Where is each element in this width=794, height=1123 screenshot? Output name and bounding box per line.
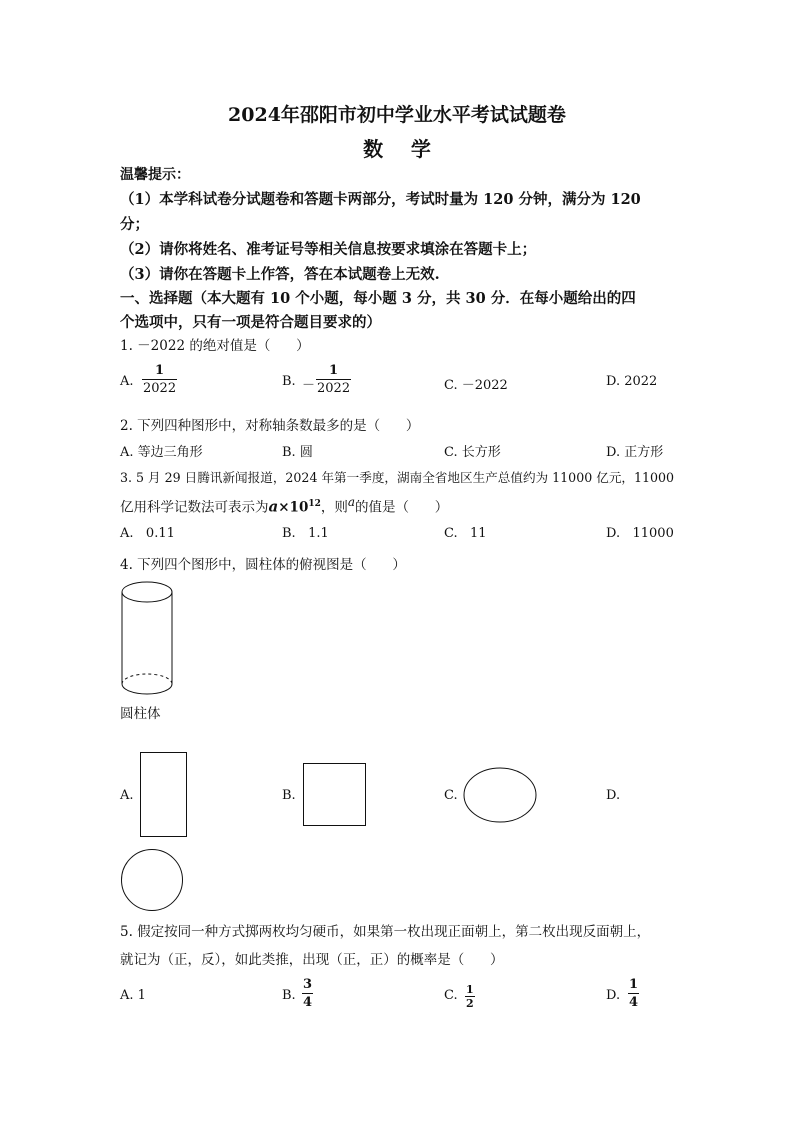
q5-option-b-label: B. (282, 988, 296, 1003)
exam-title: 2024年邵阳市初中学业水平考试试题卷 (228, 104, 566, 126)
q5-option-b-numerator: 3 (303, 977, 313, 992)
q1-option-a-denominator: 2022 (143, 381, 177, 396)
q4-option-c-ellipse (463, 767, 537, 823)
q1-option-b-numerator: 1 (329, 363, 339, 378)
q3-variable-a: a (347, 495, 356, 509)
q2-option-b: B. 圆 (282, 445, 313, 460)
q3-line-2-text-b: ，则 (320, 499, 348, 516)
tip-line-2: （2）请你将姓名、准考证号等相关信息按要求填涂在答题卡上； (120, 241, 537, 258)
q1-option-b-fraction (316, 362, 351, 397)
q5-option-c-denominator: 2 (466, 997, 474, 1010)
q5-option-d-denominator: 4 (629, 995, 639, 1010)
q5-option-d-fraction (628, 976, 639, 1011)
q5-option-d-label: D. (606, 988, 621, 1003)
subject-title: 数 学 (363, 137, 431, 161)
q5-option-c-fraction (465, 983, 475, 1010)
q4-option-c-label: C. (444, 788, 458, 803)
q3-line-2-text-c: 的值是（ ） (355, 499, 449, 516)
q5-option-a: A. 1 (120, 988, 146, 1003)
q1-option-a-fraction (142, 362, 177, 397)
section-heading-line-2: 个选项中，只有一项是符合题目要求的） (120, 314, 381, 331)
q4-option-d-circle (120, 848, 184, 912)
q4-option-d-label: D. (606, 788, 621, 803)
q5-option-c-label: C. (444, 988, 458, 1003)
cylinder-caption: 圆柱体 (120, 706, 161, 722)
q4-option-b-label: B. (282, 788, 296, 803)
q5-line-2: 就记为（正，反），如此类推，出现（正，正）的概率是（ ） (120, 952, 504, 968)
q4-stem: 4. 下列四个图形中，圆柱体的俯视图是（ ） (120, 557, 406, 573)
q3-line-2-text-a: 亿用科学记数法可表示为 (120, 499, 269, 516)
cylinder-figure (118, 580, 178, 700)
tip-line-3: （3）请你在答题卡上作答，答在本试题卷上无效. (120, 266, 440, 283)
q4-option-a-rectangle (140, 752, 188, 838)
q3-formula-a: a (268, 497, 279, 516)
q3-option-d: D. 11000 (606, 526, 674, 541)
q3-line-1: 3. 5 月 29 日腾讯新闻报道，2024 年第一季度，湖南全省地区生产总值约为 11000 亿元，11000 (120, 470, 675, 485)
q4-option-a-label: A. (120, 788, 134, 803)
q3-option-b: B. 1.1 (282, 526, 329, 541)
q3-option-c: C. 11 (444, 526, 487, 541)
q5-option-d-numerator: 1 (629, 977, 639, 992)
q3-formula-mid: ×10 (278, 499, 309, 516)
q5-option-c-numerator: 1 (466, 983, 474, 996)
q1-option-d: D. 2022 (606, 374, 658, 389)
q5-line-1: 5. 假定按同一种方式掷两枚均匀硬币，如果第一枚出现正面朝上，第二枚出现反面朝上， (120, 924, 651, 940)
q1-option-b-denominator: 2022 (317, 381, 351, 396)
q3-line-2 (120, 495, 448, 516)
q1-option-b-label: B. (282, 374, 296, 389)
q3-option-a: A. 0.11 (120, 526, 175, 541)
q1-option-a-numerator: 1 (155, 363, 165, 378)
tip-line-1b: 分； (120, 216, 149, 233)
tips-heading: 温馨提示： (120, 167, 190, 183)
q2-option-d: D. 正方形 (606, 445, 664, 460)
q2-option-a: A. 等边三角形 (120, 445, 203, 460)
q5-option-b-denominator: 4 (303, 995, 313, 1010)
q1-stem: 1. －2022 的绝对值是（ ） (120, 338, 310, 354)
q5-option-b-fraction (302, 976, 313, 1011)
section-heading-line-1: 一、选择题（本大题有 10 个小题，每小题 3 分，共 30 分．在每小题给出的四 (120, 290, 636, 307)
q3-formula-exponent: 12 (308, 499, 321, 509)
q1-option-c: C. －2022 (444, 378, 508, 393)
q4-option-b-square (303, 763, 367, 827)
q2-option-c: C. 长方形 (444, 445, 501, 460)
q2-stem: 2. 下列四种图形中，对称轴条数最多的是（ ） (120, 418, 420, 434)
q1-option-a-label: A. (120, 374, 134, 389)
tip-line-1: （1）本学科试卷分试题卷和答题卡两部分，考试时量为 120 分钟，满分为 120 (120, 191, 641, 208)
q1-option-b-sign: － (302, 378, 316, 393)
